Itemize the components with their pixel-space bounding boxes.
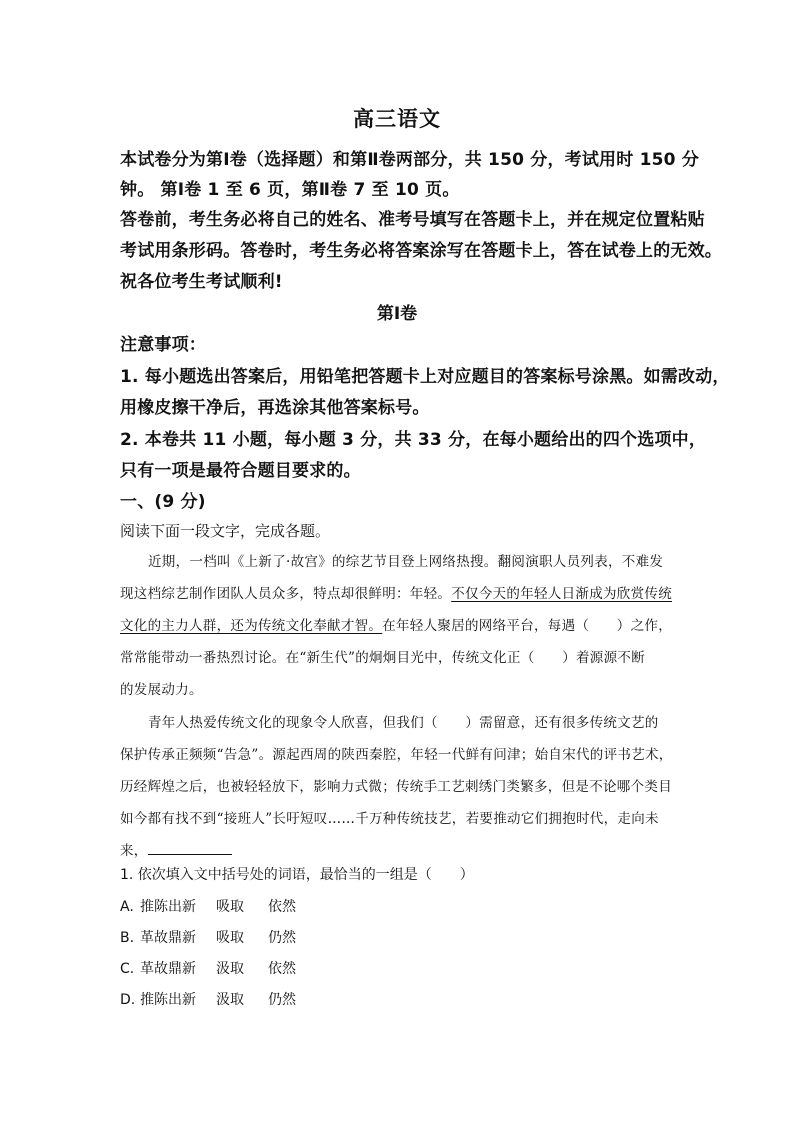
passage-p1-line-3-plain: 在年轻人聚居的网络平台，每遇（ ）之作，: [382, 618, 673, 634]
option-word-1: 革故鼎新: [140, 961, 196, 977]
part-one-title: 第Ⅰ卷: [376, 304, 418, 324]
option-word-3: 仍然: [268, 992, 296, 1008]
note-1-line-1: 1. 每小题选出答案后，用铅笔把答题卡上对应题目的答案标号涂黑。如需改动，: [120, 367, 730, 387]
intro-line-3: 答卷前，考生务必将自己的姓名、准考号填写在答题卡上，并在规定位置粘贴: [120, 210, 705, 230]
option-word-3: 依然: [268, 961, 296, 977]
option-key: A.: [120, 899, 134, 915]
passage-p2-line-1: 青年人热爱传统文化的现象令人欣喜，但我们（ ）需留意，还有很多传统文艺的: [148, 715, 659, 731]
option-d: [120, 989, 296, 1009]
option-word-2: 汲取: [216, 961, 244, 977]
passage-p2-line-5: [120, 839, 232, 859]
section-instruction: 阅读下面一段文字，完成各题。: [120, 522, 331, 540]
intro-line-4: 考试用条形码。答卷时，考生务必将答案涂写在答题卡上，答在试卷上的无效。: [120, 241, 722, 261]
passage-p1-line-5: 的发展动力。: [120, 682, 203, 698]
passage-p2-line-2: 保护传承正频频“告急”。源起西周的陕西秦腔，年轻一代鲜有问津；始自宋代的评书艺术，: [120, 747, 673, 763]
option-word-1: 推陈出新: [140, 899, 196, 915]
passage-p1-line-1: 近期，一档叫《上新了·故宫》的综艺节目登上网络热搜。翻阅演职人员列表，不难发: [148, 554, 664, 570]
passage-p2-line-4: 如今都有找不到“接班人”长吁短叹……千万种传统技艺，若要推动它们拥抱时代，走向未: [120, 811, 659, 827]
option-a: [120, 896, 296, 916]
passage-p2-line-5-text: 来，: [120, 843, 148, 859]
answer-blank: [148, 842, 232, 855]
option-word-3: 仍然: [268, 930, 296, 946]
page-title: 高三语文: [353, 107, 441, 131]
passage-p1-line-2-plain: 现这档综艺制作团队人员众多，特点却很鲜明：年轻。: [120, 586, 452, 602]
question-1-stem: 1. 依次填入文中括号处的词语，最恰当的一组是（ ）: [120, 867, 474, 883]
option-word-1: 推陈出新: [140, 992, 196, 1008]
note-2-line-1: 2. 本卷共 11 小题，每小题 3 分，共 33 分，在每小题给出的四个选项中，: [120, 430, 707, 450]
option-b: [120, 927, 296, 947]
notes-heading: 注意事项：: [120, 335, 206, 355]
intro-line-1: 本试卷分为第Ⅰ卷（选择题）和第Ⅱ卷两部分，共 150 分，考试用时 150 分: [120, 150, 699, 170]
passage-p2-line-3: 历经辉煌之后，也被轻轻放下，影响力式微；传统手工艺刺绣门类繁多，但是不论哪个类目: [120, 779, 672, 795]
section-heading: 一、(9 分): [120, 492, 206, 512]
option-word-3: 依然: [268, 899, 296, 915]
passage-p1-line-4: 常常能带动一番热烈讨论。在“新生代”的炯炯目光中，传统文化正（ ）着源源不断: [120, 650, 646, 666]
note-2-line-2: 只有一项是最符合题目要求的。: [120, 461, 361, 481]
intro-line-2: 钟。 第Ⅰ卷 1 至 6 页，第Ⅱ卷 7 至 10 页。: [120, 180, 460, 200]
option-word-2: 吸取: [216, 930, 244, 946]
option-word-2: 吸取: [216, 899, 244, 915]
option-key: D.: [120, 992, 136, 1008]
underlined-sentence-part-2: 文化的主力人群，还为传统文化奉献才智。: [120, 618, 383, 634]
passage-p1-line-2: [120, 582, 672, 602]
intro-line-5: 祝各位考生考试顺利!: [120, 272, 283, 292]
option-word-2: 汲取: [216, 992, 244, 1008]
option-key: B.: [120, 930, 135, 946]
option-c: [120, 958, 296, 978]
underlined-sentence-part-1: 不仅今天的年轻人日渐成为欣赏传统: [451, 586, 673, 602]
passage-p1-line-3: [120, 614, 672, 634]
note-1-line-2: 用橡皮擦干净后，再选涂其他答案标号。: [120, 398, 430, 418]
option-key: C.: [120, 961, 135, 977]
option-word-1: 革故鼎新: [140, 930, 196, 946]
